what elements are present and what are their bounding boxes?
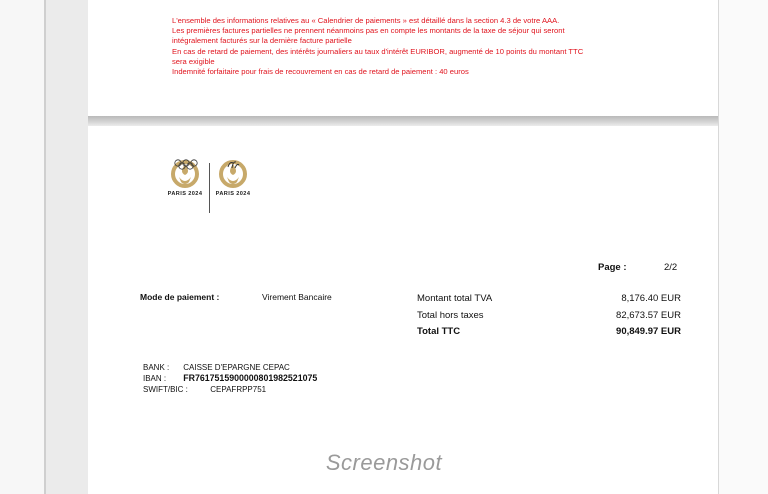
total-vat-label: Montant total TVA xyxy=(417,293,493,304)
paris-2024-paralympic-logo xyxy=(210,157,256,217)
note-line: L'ensemble des informations relatives au « Calendrier de paiements » est détaillé dans la section 4.3 de votre AAA. xyxy=(172,16,560,25)
iban-label: IBAN : xyxy=(143,374,167,383)
page-separator xyxy=(88,116,718,126)
note-line: sera exigible xyxy=(172,56,215,66)
total-vat-value: 8,176.40 EUR xyxy=(621,293,681,304)
iban-row xyxy=(143,373,317,384)
payment-method-value: Virement Bancaire xyxy=(262,292,332,302)
payment-method-label: Mode de paiement : xyxy=(140,292,220,302)
bank-details xyxy=(143,362,317,395)
screenshot-watermark: Screenshot xyxy=(325,450,443,475)
total-incl-tax-label: Total TTC xyxy=(417,326,461,337)
payment-notes xyxy=(172,16,672,77)
swift-value: CEPAFRPP751 xyxy=(210,385,267,394)
document-page-1 xyxy=(88,0,718,116)
document-page-2 xyxy=(88,126,718,494)
total-incl-tax-value: 90,849.97 EUR xyxy=(616,326,681,337)
bank-name: CAISSE D'EPARGNE CEPAC xyxy=(183,363,290,372)
page-number-value: 2/2 xyxy=(664,262,678,273)
note-line: Les premières factures partielles ne prennent néanmoins pas en compte les montants de la taxe de séjour qui seront xyxy=(172,26,565,36)
note-line: Indemnité forfaitaire pour frais de recouvrement en cas de retard de paiement : 40 euros xyxy=(172,67,469,77)
total-excl-tax-label: Total hors taxes xyxy=(417,310,484,321)
logo-label: PARIS 2024 xyxy=(215,191,251,197)
bank-row xyxy=(143,362,317,373)
note-line: En cas de retard de paiement, des intérêts journaliers au taux d'intérêt EURIBOR, augmenté de 10 points du montant TTC xyxy=(172,46,584,56)
agitos-icon xyxy=(226,159,240,170)
swift-row xyxy=(143,384,317,395)
bank-label: BANK : xyxy=(143,363,170,372)
right-margin-rule xyxy=(718,0,719,494)
left-margin-strip xyxy=(0,0,46,494)
olympic-rings-icon xyxy=(174,159,198,170)
iban-value: FR7617515900000801982521075 xyxy=(183,373,318,383)
paris-2024-olympic-logo xyxy=(162,157,208,217)
note-line: intégralement facturés sur la dernière facture partielle xyxy=(172,36,352,46)
logo-label: PARIS 2024 xyxy=(167,191,203,197)
total-excl-tax-value: 82,673.57 EUR xyxy=(616,310,681,321)
swift-label: SWIFT/BIC : xyxy=(143,385,188,394)
paris-2024-logos xyxy=(162,157,262,217)
page-number-label: Page : xyxy=(598,262,627,273)
left-margin-rule xyxy=(44,0,46,494)
right-margin-strip xyxy=(718,0,768,494)
